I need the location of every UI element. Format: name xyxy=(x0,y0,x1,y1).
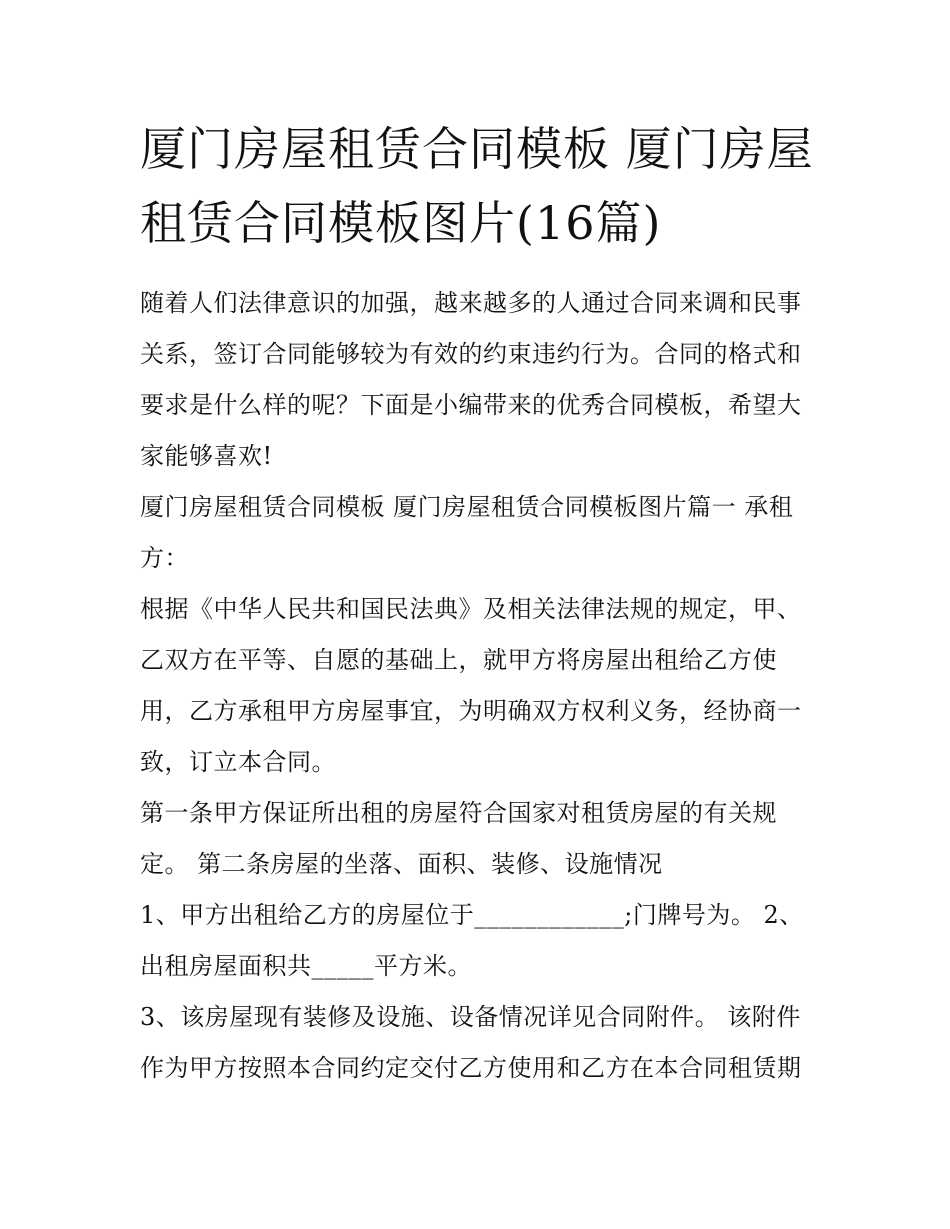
clause-one-two-paragraph: 1、甲方出租给乙方的房屋位于____________;门牌号为。 2、出租房屋面积共_____平方米。 xyxy=(140,901,804,980)
clause-three-paragraph: 3、该房屋现有装修及设施、设备情况详见合同附件。 该附件作为甲方按照本合同约定交付乙方使用和乙方在本合同租赁期 xyxy=(140,1003,802,1082)
article-one-paragraph: 第一条甲方保证所出租的房屋符合国家对租赁房屋的有关规定。 第二条房屋的坐落、面积、装修、设施情况 xyxy=(140,799,777,878)
intro-paragraph: 随着人们法律意识的加强，越来越多的人通过合同来调和民事关系，签订合同能够较为有效的约束违约行为。合同的格式和要求是什么样的呢？下面是小编带来的优秀合同模板，希望大家能够喜欢! xyxy=(140,289,802,470)
section-heading-paragraph: 厦门房屋租赁合同模板 厦门房屋租赁合同模板图片篇一 承租方： xyxy=(140,493,794,572)
preamble-paragraph: 根据《中华人民共和国民法典》及相关法律法规的规定，甲、乙双方在平等、自愿的基础上，就甲方将房屋出租给乙方使用，乙方承租甲方房屋事宜，为明确双方权利义务，经协商一致，订立本合同。 xyxy=(140,595,802,776)
document-title: 厦门房屋租赁合同模板 厦门房屋租赁合同模板图片(16篇) xyxy=(140,122,814,250)
document-page xyxy=(140,112,815,1094)
